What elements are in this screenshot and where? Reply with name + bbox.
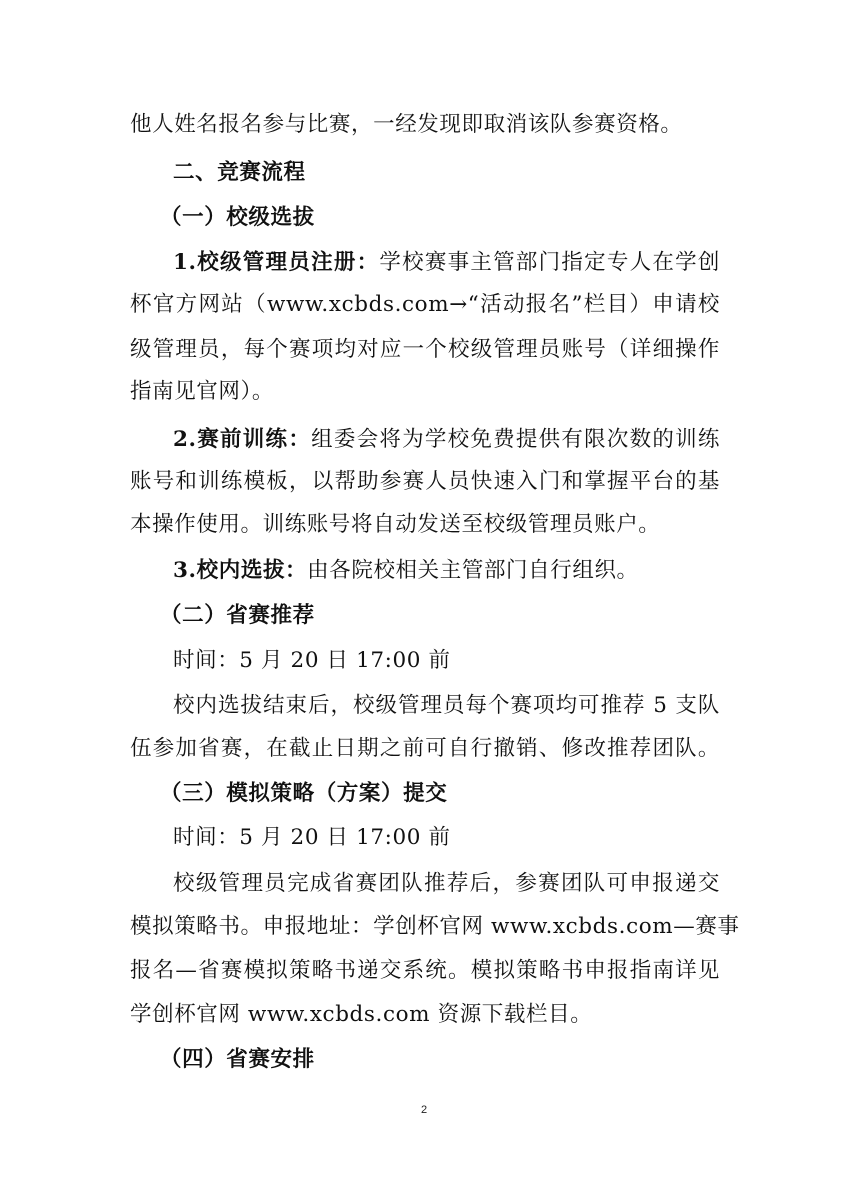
sub2-time: 时间：5 月 20 日 17:00 前 <box>173 648 451 673</box>
item-1-line-2: 杯官方网站（www.xcbds.com→“活动报名”栏目）申请校 <box>130 292 720 317</box>
sub3-line-1: 校级管理员完成省赛团队推荐后，参赛团队可申报递交 <box>173 871 720 896</box>
item-3-line-1 <box>173 556 720 586</box>
sub3-time: 时间：5 月 20 日 17:00 前 <box>173 825 451 850</box>
sub3-line-4: 学创杯官网 www.xcbds.com 资源下载栏目。 <box>130 1002 593 1027</box>
sub3-line-3: 报名—省赛模拟策略书递交系统。模拟策略书申报指南详见 <box>130 958 720 983</box>
item-2-label: 2.赛前训练： <box>173 427 312 452</box>
subsection-heading-3: （三）模拟策略（方案）提交 <box>160 781 448 806</box>
subsection-heading-4: （四）省赛安排 <box>160 1047 315 1072</box>
sub2-line-1: 校内选拔结束后，校级管理员每个赛项均可推荐 5 支队 <box>173 693 720 718</box>
item-2-text: 组委会将为学校免费提供有限次数的训练 <box>311 427 720 452</box>
item-3-text: 由各院校相关主管部门自行组织。 <box>307 558 639 583</box>
page-number: 2 <box>420 1104 428 1116</box>
item-1-line-4: 指南见官网）。 <box>130 379 274 404</box>
sub3-line-2: 模拟策略书。申报地址：学创杯官网 www.xcbds.com—赛事 <box>130 914 740 939</box>
subsection-heading-1: （一）校级选拔 <box>160 205 315 230</box>
item-1-label: 1.校级管理员注册： <box>173 250 380 275</box>
subsection-heading-2: （二）省赛推荐 <box>160 603 315 628</box>
sub2-line-2: 伍参加省赛，在截止日期之前可自行撤销、修改推荐团队。 <box>130 736 720 761</box>
item-1-text: 学校赛事主管部门指定专人在学创 <box>379 250 720 275</box>
section-heading: 二、竞赛流程 <box>173 160 306 185</box>
continuation-text: 他人姓名报名参与比赛，一经发现即取消该队参赛资格。 <box>130 112 683 137</box>
item-1-line-3: 级管理员，每个赛项均对应一个校级管理员账号（详细操作 <box>130 337 720 362</box>
item-2-line-1 <box>173 425 720 455</box>
item-1-line-1 <box>173 248 720 278</box>
item-2-line-2: 账号和训练模板，以帮助参赛人员快速入门和掌握平台的基 <box>130 469 720 494</box>
item-3-label: 3.校内选拔： <box>173 558 308 583</box>
item-2-line-3: 本操作使用。训练账号将自动发送至校级管理员账户。 <box>130 512 661 537</box>
